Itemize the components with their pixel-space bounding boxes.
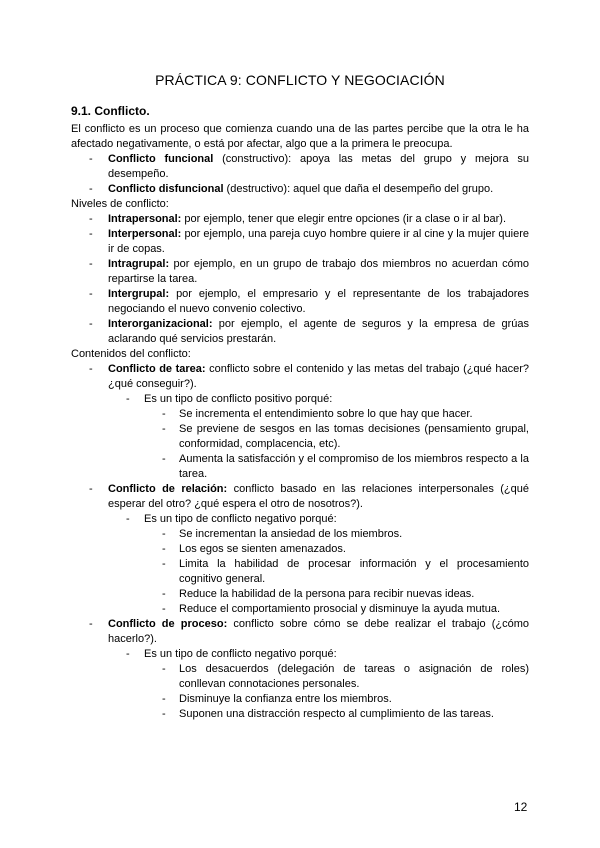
definition: por ejemplo, una pareja cuyo hombre quiere ir al cine y la mujer quiere ir de copas. (108, 228, 529, 255)
list-item (71, 317, 529, 347)
term: Conflicto disfuncional (108, 183, 224, 195)
sub-item (108, 647, 529, 722)
point-item: - Suponen una distracción respecto al cumplimiento de las tareas. (144, 707, 529, 722)
points-list (144, 407, 529, 482)
point-item: - Se previene de sesgos en las tomas decisiones (pensamiento grupal, conformidad, complacencia, etc). (144, 422, 529, 452)
sub-list (108, 647, 529, 722)
sub-list (108, 392, 529, 482)
list-item (71, 212, 529, 227)
list-item (71, 482, 529, 617)
definition: por ejemplo, en un grupo de trabajo dos miembros no acuerdan cómo repartirse la tarea. (108, 258, 529, 285)
point-item: - Se incrementan la ansiedad de los miembros. (144, 527, 529, 542)
point-item: - Reduce la habilidad de la persona para recibir nuevas ideas. (144, 587, 529, 602)
definition: conflicto sobre cómo se debe realizar el trabajo (¿cómo hacerlo?). (108, 618, 529, 645)
term: Conflicto de relación: (108, 483, 228, 495)
term: Intrapersonal: (108, 213, 182, 225)
term: Interpersonal: (108, 228, 182, 240)
term: Interorganizacional: (108, 318, 213, 330)
list-item (71, 617, 529, 722)
point-item: - Los desacuerdos (delegación de tareas o asignación de roles) conllevan connotaciones personales. (144, 662, 529, 692)
term: Intragrupal: (108, 258, 170, 270)
definition: conflicto sobre el contenido y las metas del trabajo (¿qué hacer? ¿qué conseguir?). (108, 363, 529, 390)
point-item: - Limita la habilidad de procesar información y el procesamiento cognitivo general. (144, 557, 529, 587)
sub-list (108, 512, 529, 617)
page-content (71, 103, 529, 722)
sub-item-text: Es un tipo de conflicto negativo porqué: (144, 648, 337, 660)
conflict-levels-list (71, 212, 529, 347)
page-title: PRÁCTICA 9: CONFLICTO Y NEGOCIACIÓN (155, 72, 445, 88)
page-number: 12 (514, 800, 528, 814)
points-list (144, 662, 529, 722)
sub-item (108, 392, 529, 482)
section-heading: 9.1. Conflicto. (71, 104, 150, 118)
definition: conflicto basado en las relaciones interpersonales (¿qué esperar del otro? ¿qué espera el otro de nosotros?). (108, 483, 529, 510)
point-item: - Se incrementa el entendimiento sobre lo que hay que hacer. (144, 407, 529, 422)
list-item (71, 287, 529, 317)
definition: (constructivo): apoya las metas del grupo y mejora su desempeño. (108, 153, 529, 180)
contents-label: Contenidos del conflicto: (71, 348, 191, 360)
conflict-types-list (71, 152, 529, 197)
definition: por ejemplo, el agente de seguros y la empresa de grúas aclarando qué servicios prestarán. (108, 318, 529, 345)
list-item (71, 257, 529, 287)
list-item (71, 152, 529, 182)
sub-item-text: Es un tipo de conflicto positivo porqué: (144, 393, 333, 405)
definition: por ejemplo, tener que elegir entre opciones (ir a clase o ir al bar). (181, 213, 507, 225)
levels-label: Niveles de conflicto: (71, 198, 169, 210)
term: Conflicto funcional (108, 153, 214, 165)
sub-item-text: Es un tipo de conflicto negativo porqué: (144, 513, 337, 525)
point-item: - Aumenta la satisfacción y el compromiso de los miembros respecto a la tarea. (144, 452, 529, 482)
definition: por ejemplo, el empresario y el representante de los trabajadores negociando el nuevo convenio colectivo. (108, 288, 529, 315)
list-item (71, 362, 529, 482)
conflict-contents-list (71, 362, 529, 722)
list-item (71, 227, 529, 257)
point-item: - Los egos se sienten amenazados. (144, 542, 529, 557)
term: Conflicto de proceso: (108, 618, 228, 630)
term: Conflicto de tarea: (108, 363, 206, 375)
intro-paragraph: El conflicto es un proceso que comienza cuando una de las partes percibe que la otra le ha afectado negativamente, o está por afectar, algo que a la primera le preocupa. (71, 123, 529, 150)
points-list (144, 527, 529, 617)
term: Intergrupal: (108, 288, 170, 300)
definition: (destructivo): aquel que daña el desempeño del grupo. (223, 183, 494, 195)
point-item: - Reduce el comportamiento prosocial y disminuye la ayuda mutua. (144, 602, 529, 617)
list-item (71, 182, 529, 197)
point-item: - Disminuye la confianza entre los miembros. (144, 692, 529, 707)
sub-item (108, 512, 529, 617)
